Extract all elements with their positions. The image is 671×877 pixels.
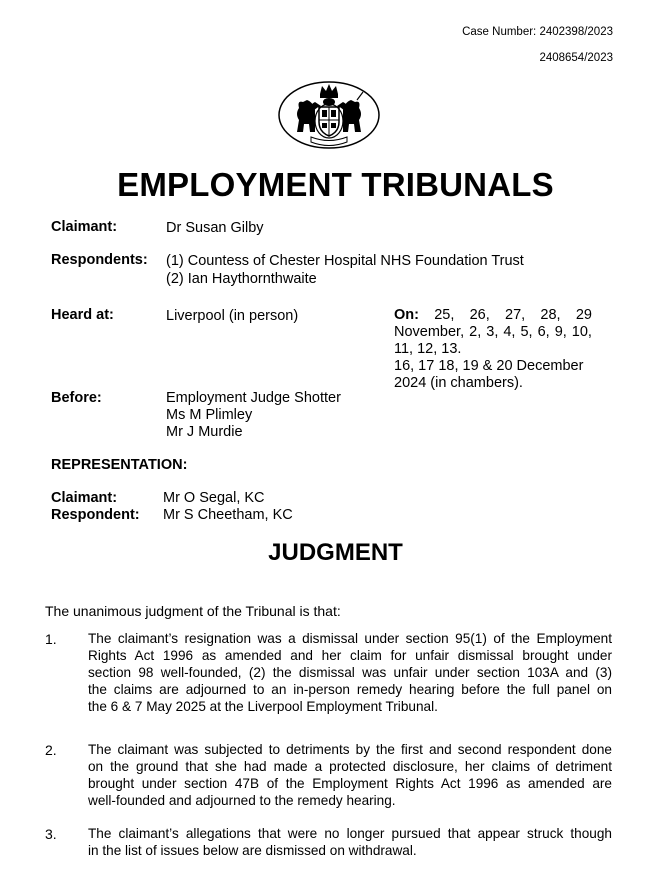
respondent-2: (2) Ian Haythornthwaite	[166, 271, 317, 287]
judgment-paragraph: The claimant was subjected to detriments by the first and second respondent done on the ground that she had made a protected disclosure, her claims of detriment brought under section 47B of the Employment Rights Act 1996 as amended are well-founded and adjourned to the remedy hearing.	[88, 742, 612, 808]
royal-coat-of-arms-icon	[277, 80, 381, 150]
rep-respondent-label: Respondent:	[51, 507, 140, 523]
judgment-intro: The unanimous judgment of the Tribunal is that:	[45, 603, 341, 619]
claimant-value: Dr Susan Gilby	[166, 220, 264, 236]
judgment-paragraph: The claimant’s allegations that were no longer pursued that appear struck though in the list of issues below are dismissed on withdrawal.	[88, 826, 612, 858]
paragraph-number: 3.	[45, 826, 57, 842]
on-label: On:	[394, 307, 419, 323]
panel-member: Ms M Plimley	[166, 407, 253, 423]
judgment-heading: JUDGMENT	[268, 539, 403, 566]
claimant-label: Claimant:	[51, 219, 118, 235]
paragraph-number: 1.	[45, 631, 57, 647]
representation-heading: REPRESENTATION:	[51, 457, 188, 473]
dates-line-2: November, 2, 3, 4, 5, 6, 9, 10,	[394, 324, 592, 340]
rep-claimant-label: Claimant:	[51, 490, 118, 506]
respondent-1: (1) Countess of Chester Hospital NHS Foundation Trust	[166, 253, 524, 269]
panel-member: Employment Judge Shotter	[166, 390, 341, 406]
page-title: EMPLOYMENT TRIBUNALS	[117, 166, 554, 203]
rep-respondent-value: Mr S Cheetham, KC	[163, 507, 293, 523]
dates-line-4: 16, 17 18, 19 & 20 December	[394, 358, 584, 374]
dates-line-1: On: 25, 26, 27, 28, 29	[394, 307, 592, 323]
hearing-dates	[394, 307, 592, 392]
case-number: Case Number: 2402398/2023	[462, 26, 613, 38]
dates-line-5: 2024 (in chambers).	[394, 375, 523, 391]
case-number-secondary: 2408654/2023	[539, 52, 613, 64]
heard-at-value: Liverpool (in person)	[166, 308, 299, 324]
panel-members	[166, 390, 341, 441]
panel-member: Mr J Murdie	[166, 424, 243, 440]
respondents-label: Respondents:	[51, 252, 148, 268]
judgment-paragraph: The claimant’s resignation was a dismissal under section 95(1) of the Employment Rights Act 1996 as amended and her claim for unfair dismissal brought under section 98 well-founded, (2) the dismissal was unfair under section 103A and (3) the claims are adjourned to an in-person remedy hearing before the full panel on the 6 & 7 May 2025 at the Liverpool Employment Tribunal.	[88, 631, 612, 714]
before-label: Before:	[51, 390, 102, 406]
heard-at-label: Heard at:	[51, 307, 114, 323]
paragraph-number: 2.	[45, 742, 57, 758]
rep-claimant-value: Mr O Segal, KC	[163, 490, 265, 506]
dates-line-3: 11, 12, 13.	[394, 341, 462, 357]
